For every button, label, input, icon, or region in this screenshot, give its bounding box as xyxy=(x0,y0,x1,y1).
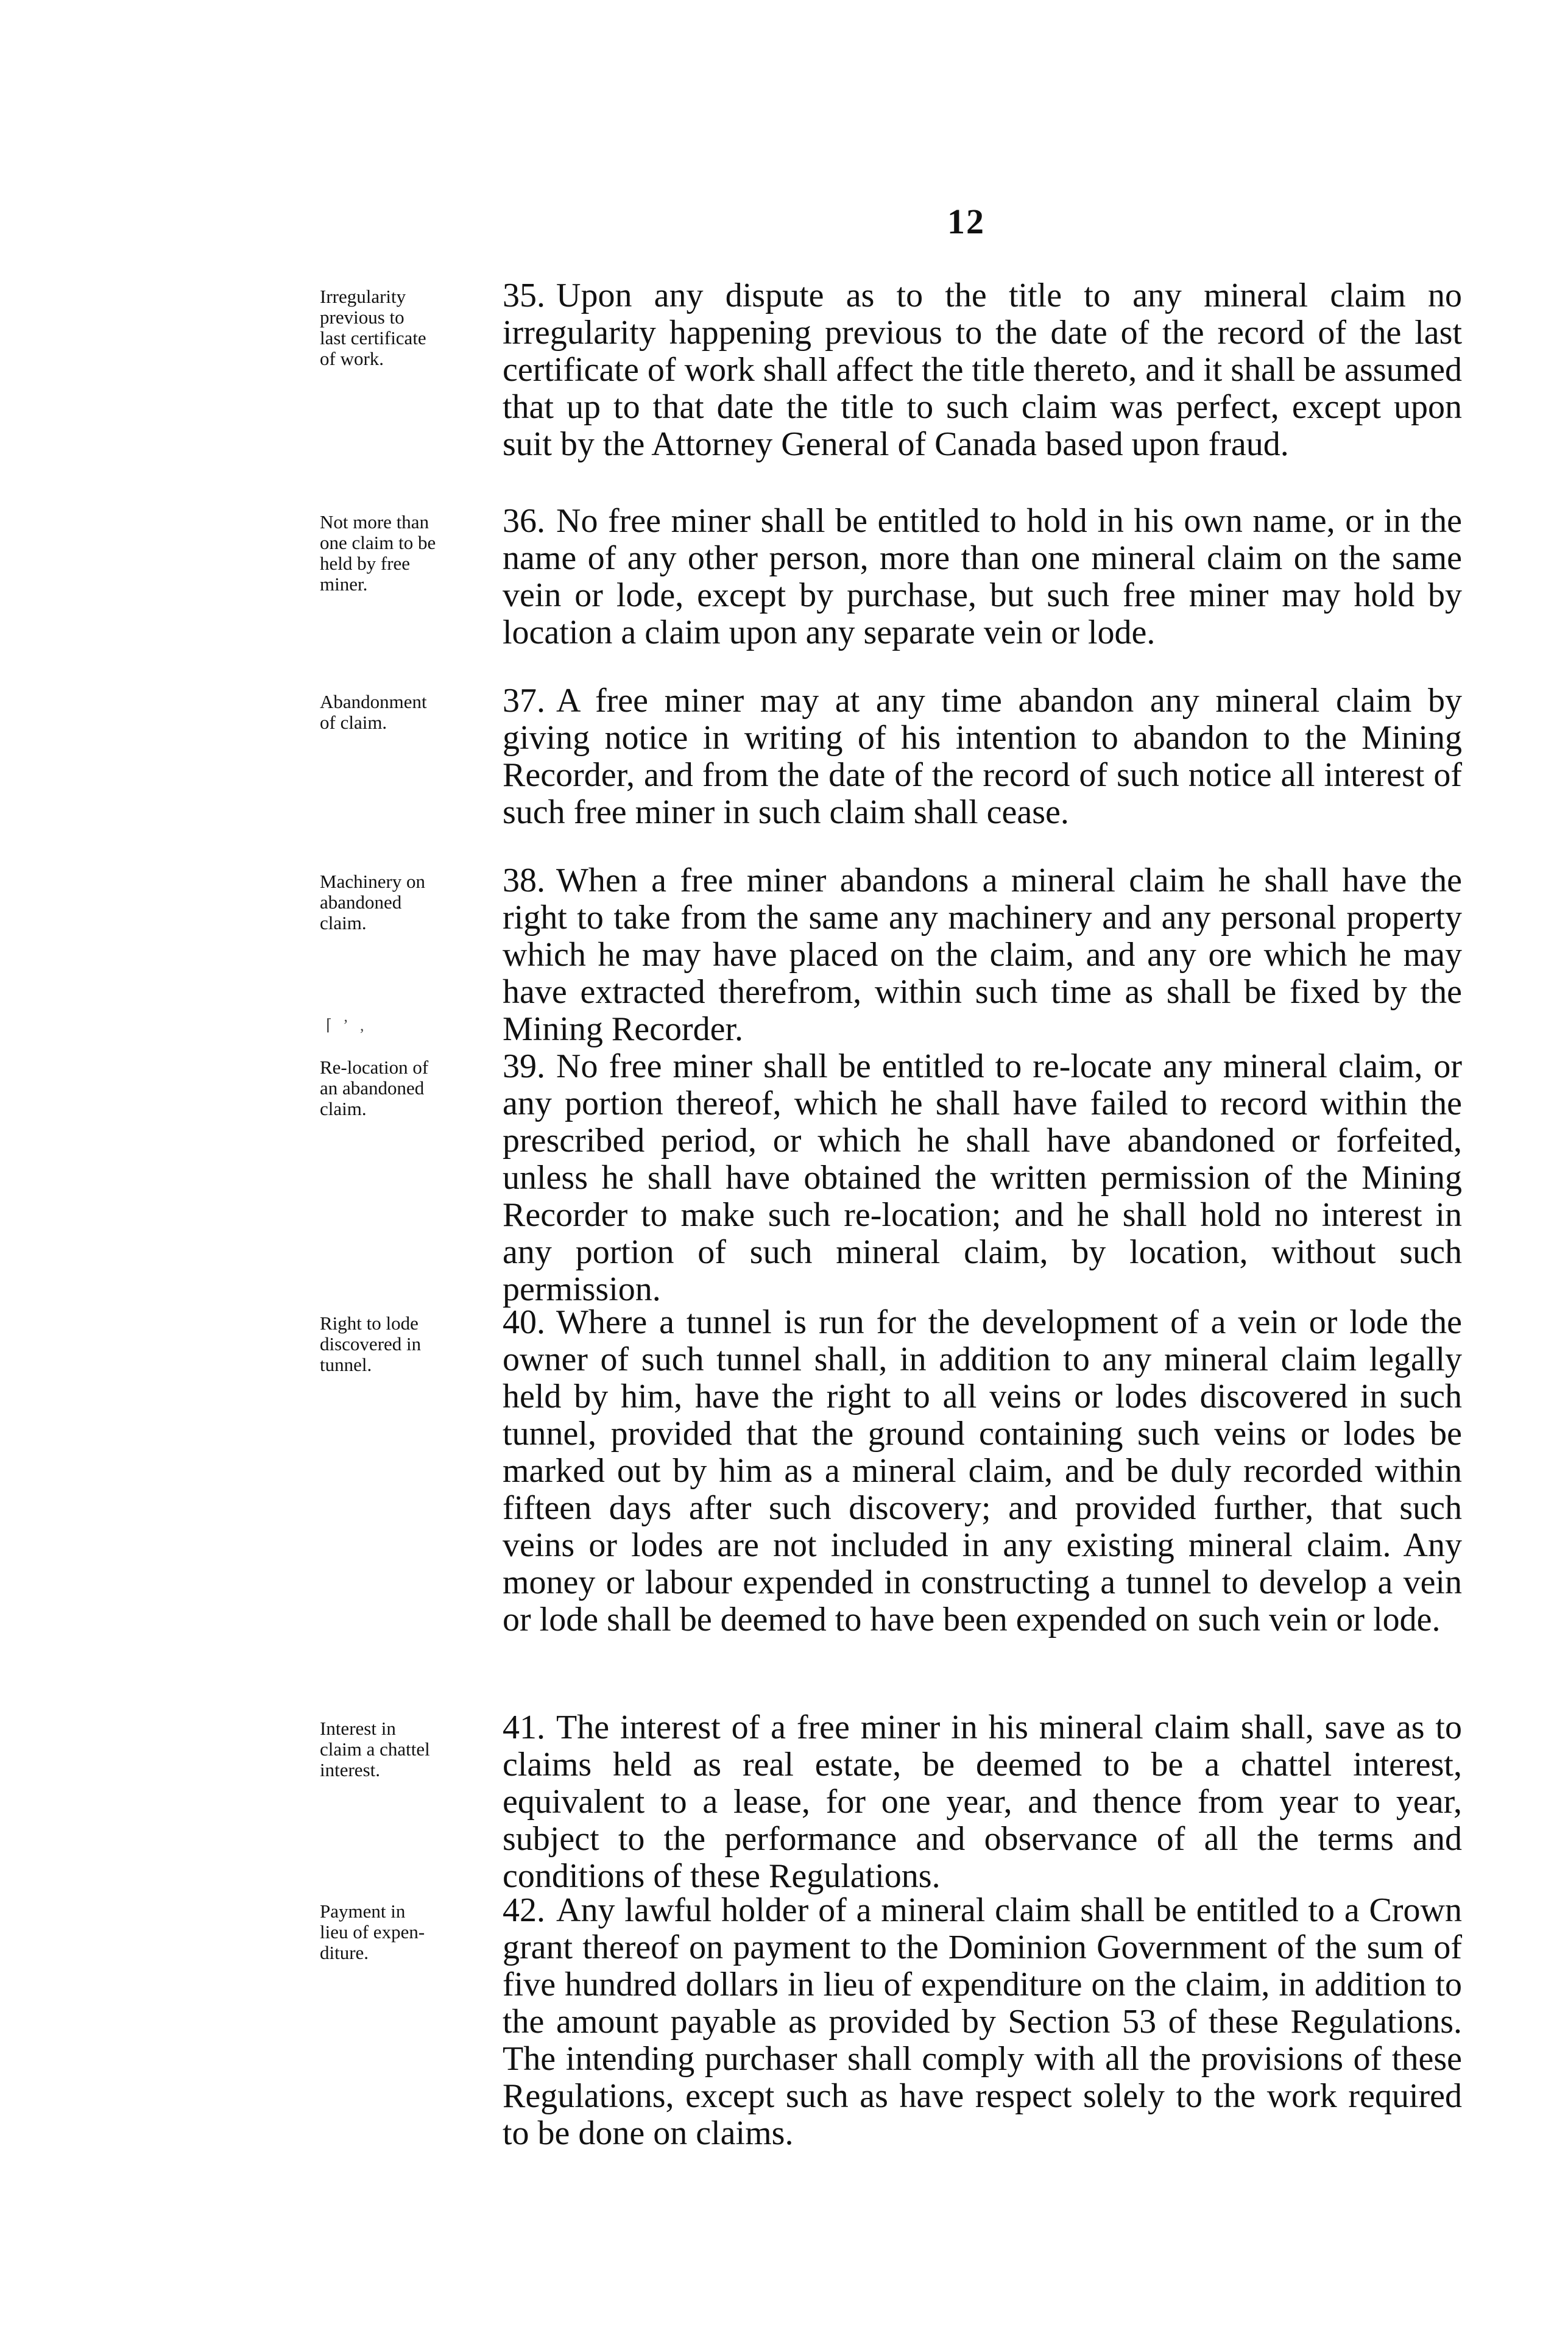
section-number: 42. xyxy=(503,1891,545,1929)
section-number: 38. xyxy=(503,862,545,899)
section-35 xyxy=(503,277,1462,463)
page-number: 12 xyxy=(947,202,985,241)
margin-note-chattel: Interest in claim a chattel interest. xyxy=(320,1718,430,1780)
section-text: No free miner shall be entitled to hold in his own name, or in the name of any other person, more than one mineral claim on the same vein or lode, except by purchase, but such free miner may hold by location a claim upon any separate vein or lode. xyxy=(503,502,1462,651)
section-text: Any lawful holder of a mineral claim shall be entitled to a Crown grant thereof on payment to the Dominion Government of the sum of five hundred dollars in lieu of expenditure on the claim, in addition to the amount payable as provided by Section 53 of these Regulations. The intending purchaser shall comply with all the provisions of these Regulations, except such as have respect solely to the work required to be done on claims. xyxy=(503,1891,1462,2152)
section-number: 37. xyxy=(503,682,545,720)
section-number: 40. xyxy=(503,1303,545,1341)
section-text: The interest of a free miner in his mineral claim shall, save as to claims held as real estate, be deemed to be a chattel interest, equivalent to a lease, for one year, and thence from year to year, subject to the performance and observance of all the terms and conditions of these Regulations. xyxy=(503,1709,1462,1895)
section-37 xyxy=(503,682,1462,831)
section-text: No free miner shall be entitled to re-locate any mineral claim, or any portion thereof, which he shall have failed to record within the prescribed period, or which he shall have abandoned or forfeited, unless he shall have obtained the written permission of the Mining Recorder to make such re-location; and he shall hold no interest in any portion of such mineral claim, by location, without such permission. xyxy=(503,1047,1462,1308)
section-text: A free miner may at any time abandon any mineral claim by giving notice in writing of his intention to abandon to the Mining Recorder, and from the date of the record of such notice all interest of such free miner in such claim shall cease. xyxy=(503,682,1462,831)
section-number: 41. xyxy=(503,1709,545,1746)
section-42 xyxy=(503,1892,1462,2152)
section-text: When a free miner abandons a mineral claim he shall have the right to take from the same any machinery and any personal property which he may have placed on the claim, and any ore which he may have extracted therefrom, within such time as shall be fixed by the Mining Recorder. xyxy=(503,862,1462,1048)
section-38 xyxy=(503,862,1462,1048)
section-number: 39. xyxy=(503,1047,545,1085)
margin-note-one-claim: Not more than one claim to be held by free miner. xyxy=(320,511,436,595)
margin-note-abandonment: Abandonment of claim. xyxy=(320,691,427,733)
margin-note-irregularity: Irregularity previous to last certificate of work. xyxy=(320,286,426,369)
section-text: Where a tunnel is run for the development of a vein or lode the owner of such tunnel shall, in addition to any mineral claim legally held by him, have the right to all veins or lodes discovered in such tunnel, provided that the ground containing such veins or lodes be marked out by him as a mineral claim, and be duly recorded within fifteen days after such discovery; and provided further, that such veins or lodes are not included in any existing mineral claim. Any money or labour expended in constructing a tunnel to develop a vein or lode shall be deemed to have been expended on such vein or lode. xyxy=(503,1303,1462,1638)
section-41 xyxy=(503,1709,1462,1895)
section-39 xyxy=(503,1048,1462,1308)
section-text: Upon any dispute as to the title to any mineral claim no irregularity happening previous to the date of the record of the last certificate of work shall affect the title thereto, and it shall be assumed that up to that date the title to such claim was perfect, except upon suit by the Attorney General of Canada based upon fraud. xyxy=(503,277,1462,463)
stray-print-mark: ⌈’‚ xyxy=(326,1016,376,1034)
margin-note-payment: Payment in lieu of expen- diture. xyxy=(320,1900,425,1963)
margin-note-machinery: Machinery on abandoned claim. xyxy=(320,871,426,933)
section-number: 35. xyxy=(503,277,545,314)
section-36 xyxy=(503,503,1462,651)
margin-note-relocation: Re-location of an abandoned claim. xyxy=(320,1057,429,1119)
section-number: 36. xyxy=(503,502,545,540)
margin-note-tunnel: Right to lode discovered in tunnel. xyxy=(320,1312,422,1375)
section-40 xyxy=(503,1304,1462,1638)
